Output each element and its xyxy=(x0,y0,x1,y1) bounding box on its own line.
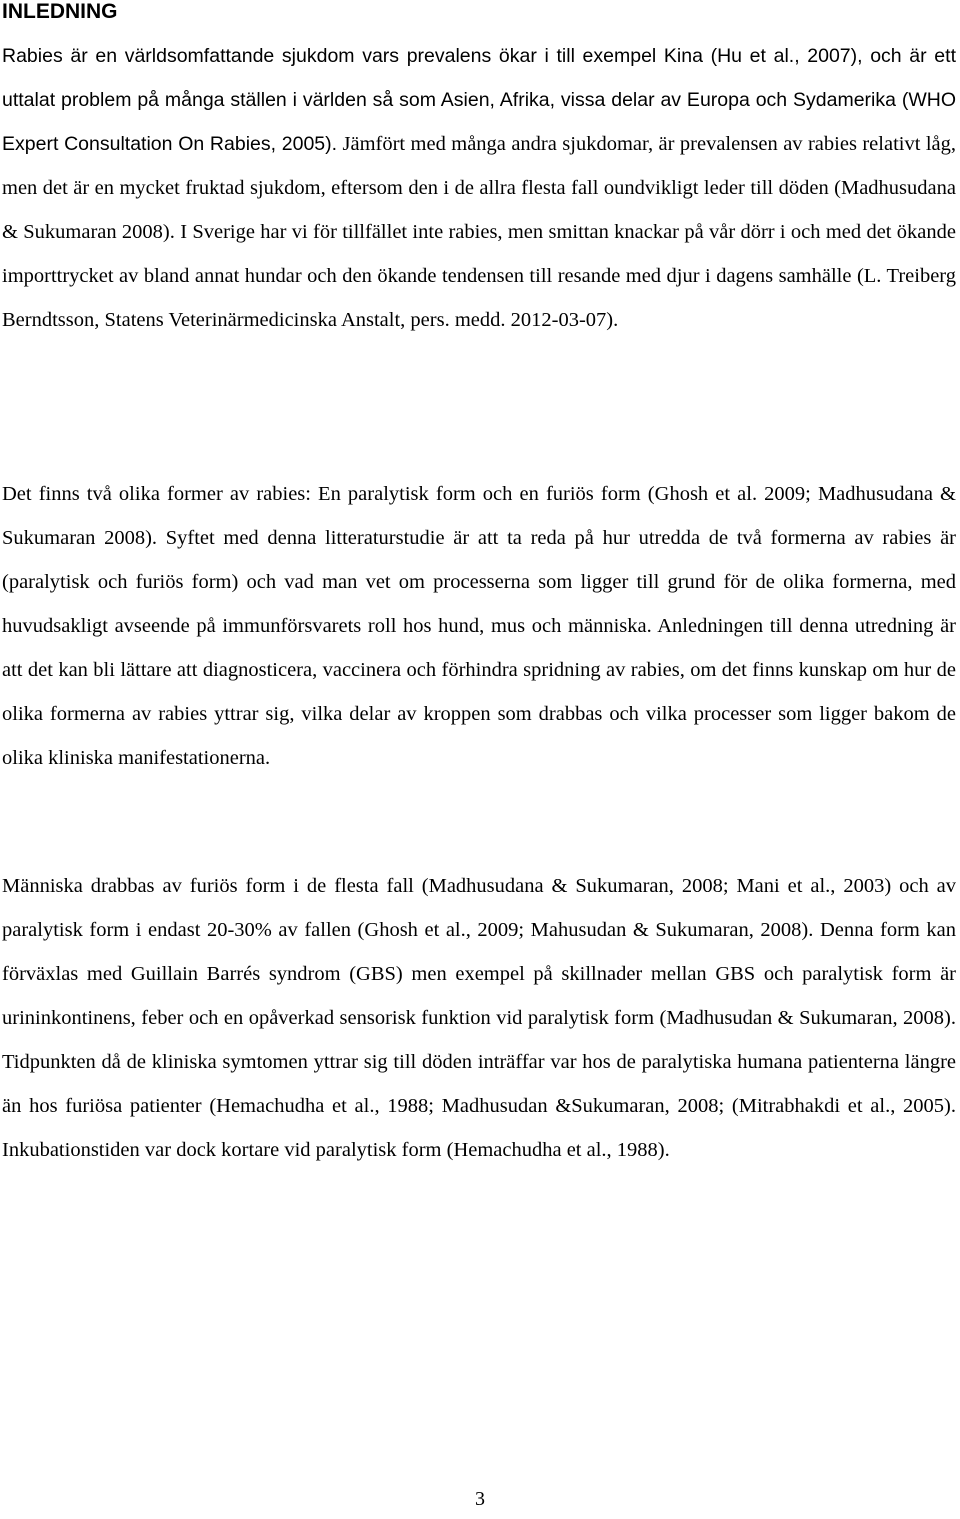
paragraph-3: Människa drabbas av furiös form i de flesta fall (Madhusudana & Sukumaran, 2008; Mani et al., 2003) och av paralytisk form i endast 20-30% av fallen (Ghosh et al., 2009; Mahusudan & Sukumaran, 2008). Denna form kan förväxlas med Guillain Barrés syndrom (GBS) men exempel på skillnader mellan GBS och paralytisk form är urininkontinens, feber och en opåverkad sensorisk funktion vid paralytisk form (Madhusudan & Sukumaran, 2008). Tidpunkten då de kliniska symtomen yttrar sig till döden inträffar var hos de paralytiska humana patienterna längre än hos furiösa patienter (Hemachudha et al., 1988; Madhusudan &Sukumaran, 2008; (Mitrabhakdi et al., 2005). Inkubationstiden var dock kortare vid paralytisk form (Hemachudha et al., 1988). xyxy=(2,875,956,1161)
paragraph-1 xyxy=(2,34,956,342)
paragraph-1-sans-part: Rabies är en världsomfattande sjukdom vars prevalens ökar i till exempel Kina (Hu et al., 2007), och är ett uttalat problem på många ställen i världen så som Asien, Afrika, vissa delar av Europa och Sydamerika (WHO Expert Consultation On Rabies, 2005). xyxy=(2,45,956,155)
section-heading: INLEDNING xyxy=(2,0,118,23)
paragraph-1-serif-part: Jämfört med många andra sjukdomar, är prevalensen av rabies relativt låg, men det är en mycket fruktad sjukdom, eftersom den i de allra flesta fall oundvikligt leder till döden (Madhusudana & Sukumaran 2008). I Sverige har vi för tillfället inte rabies, men smittan knackar på vår dörr i och med det ökande importtrycket av bland annat hundar och den ökande tendensen till resande med djur i dagens samhälle (L. Treiberg Berndtsson, Statens Veterinärmedicinska Anstalt, pers. medd. 2012-03-07). xyxy=(2,133,957,331)
paragraph-2: Det finns två olika former av rabies: En paralytisk form och en furiös form (Ghosh et al. 2009; Madhusudana & Sukumaran 2008). Syftet med denna litteraturstudie är att ta reda på hur utredda de två formerna av rabies är (paralytisk och furiös form) och vad man vet om processerna som ligger till grund för de olika formerna, med huvudsakligt avseende på immunförsvarets roll hos hund, mus och människa. Anledningen till denna utredning är att det kan bli lättare att diagnosticera, vaccinera och förhindra spridning av rabies, om det finns kunskap om hur de olika formerna av rabies yttrar sig, vilka delar av kroppen som drabbas och vilka processer som ligger bakom de olika kliniska manifestationerna. xyxy=(2,483,956,769)
page-number: 3 xyxy=(475,1488,485,1510)
